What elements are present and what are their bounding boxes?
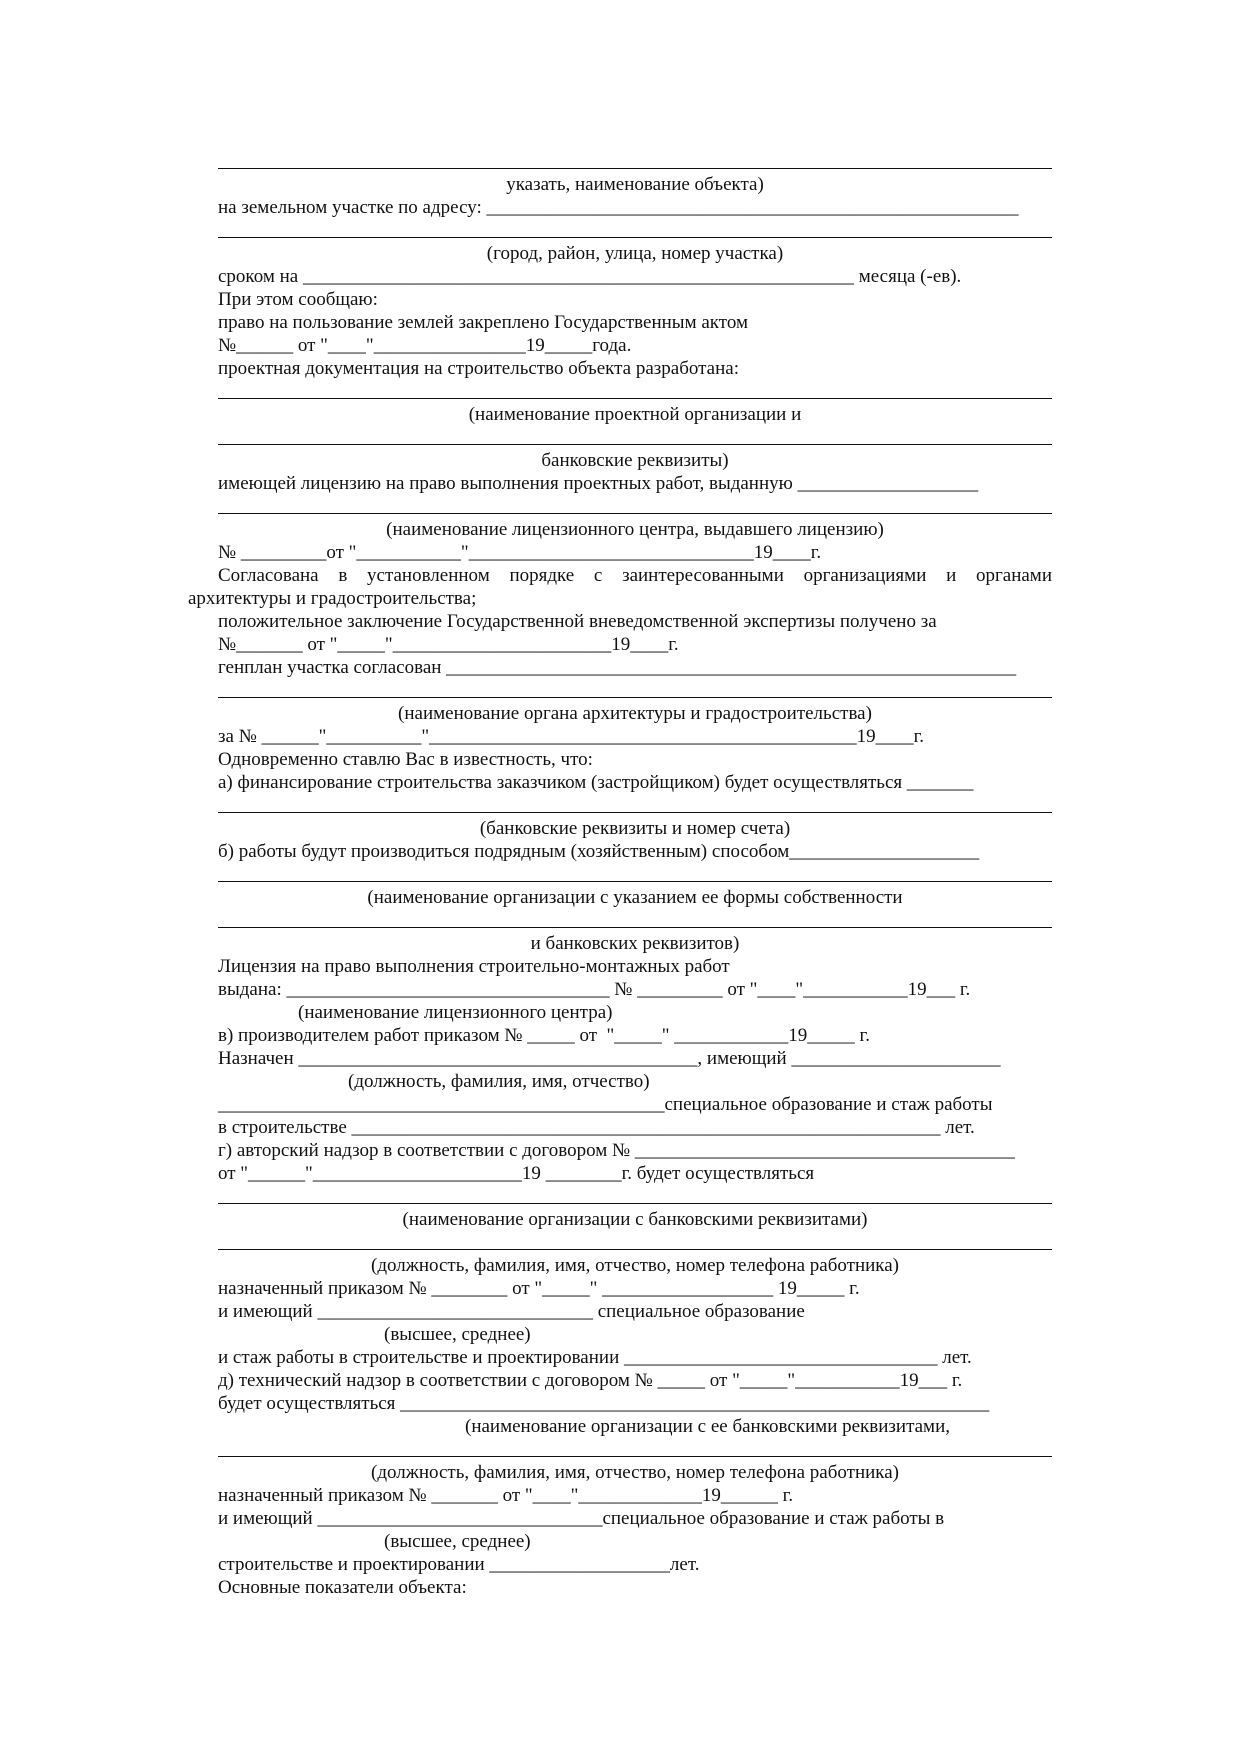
blank-line: [218, 1249, 1052, 1250]
text-design-experience: и стаж работы в строительстве и проектировании _________________________________ лет.: [218, 1347, 972, 1368]
blank-line: [218, 513, 1052, 514]
blank-line: [218, 444, 1052, 445]
blank-line: [218, 237, 1052, 238]
blank-line: [218, 881, 1052, 882]
caption-license-center: (наименование лицензионного центра, выдавшего лицензию): [386, 519, 884, 540]
text-land-right: право на пользование землей закреплено Государственным актом: [218, 312, 748, 333]
text-project-license: имеющей лицензию на право выполнения проектных работ, выданную ___________________: [218, 473, 979, 494]
blank-line: [218, 168, 1052, 169]
text-agreed-cont: архитектуры и градостроительства;: [188, 588, 477, 609]
text-item-e: д) технический надзор в соответствии с договором № _____ от "_____"___________19___ г.: [218, 1370, 963, 1391]
text-item-b: б) работы будут производиться подрядным (хозяйственным) способом____________________: [218, 841, 980, 862]
text-hereby-inform: При этом сообщаю:: [218, 289, 378, 310]
text-construction-license: Лицензия на право выполнения строительно-монтажных работ: [218, 956, 730, 977]
caption-bank-details: банковские реквизиты): [541, 450, 729, 471]
text-design-experience-2: строительстве и проектировании ___________________лет.: [218, 1554, 700, 1575]
blank-line: [218, 927, 1052, 928]
text-land-address: на земельном участке по адресу: ________________________________________________________: [218, 197, 1019, 218]
text-issued: выдана: __________________________________ № _________ от "____"___________19___ г.: [218, 979, 971, 1000]
text-agreed: Согласована в установленном порядке с заинтересованными организациями и органами: [218, 565, 1052, 586]
text-experience: в строительстве ______________________________________________________________ лет.: [218, 1117, 975, 1138]
blank-line: [218, 398, 1052, 399]
text-contract-date: от "______"______________________19 ________г. будет осуществляться: [218, 1163, 815, 1184]
text-expertise-number: №_______ от "_____"_______________________19____г.: [218, 634, 679, 655]
caption-education-level-2: (высшее, среднее): [384, 1531, 531, 1552]
text-genplan-number: за № ______"__________"_____________________________________________19____г.: [218, 726, 924, 747]
caption-address: (город, район, улица, номер участка): [486, 243, 784, 264]
caption-project-org: (наименование проектной организации и: [468, 404, 802, 425]
caption-object-name: указать, наименование объекта): [506, 174, 764, 195]
caption-education-level: (высшее, среднее): [384, 1324, 531, 1345]
text-expertise: положительное заключение Государственной вневедомственной экспертизы получено за: [218, 611, 937, 632]
text-order-appointed: назначенный приказом № ________ от "_____" __________________ 19_____ г.: [218, 1278, 860, 1299]
caption-bank-requisites: и банковских реквизитов): [530, 933, 740, 954]
caption-org-bank: (наименование организации с банковскими реквизитами): [402, 1209, 868, 1230]
caption-employee-2: (должность, фамилия, имя, отчество, номер телефона работника): [371, 1462, 899, 1483]
caption-position-name: (должность, фамилия, имя, отчество): [348, 1071, 650, 1092]
text-education: _______________________________________________специальное образование и стаж работы: [218, 1094, 993, 1115]
text-project-docs: проектная документация на строительство объекта разработана:: [218, 358, 739, 379]
text-having-2: и имеющий ______________________________специальное образование и стаж работы в: [218, 1508, 945, 1529]
text-term: сроком на __________________________________________________________ месяца (-ев).: [218, 266, 962, 287]
caption-architecture-body: (наименование органа архитектуры и градостроительства): [398, 703, 872, 724]
text-license-number: № _________от "___________"______________________________19____г.: [218, 542, 822, 563]
caption-bank-account: (банковские реквизиты и номер счета): [479, 818, 791, 839]
caption-license-center-2: (наименование лицензионного центра): [298, 1002, 613, 1023]
text-item-a: а) финансирование строительства заказчиком (застройщиком) будет осуществляться _______: [218, 772, 974, 793]
blank-line: [218, 812, 1052, 813]
text-will-be-done: будет осуществляться ______________________________________________________________: [218, 1393, 990, 1414]
blank-line: [218, 697, 1052, 698]
caption-org-bank-2: (наименование организации с ее банковскими реквизитами,: [465, 1416, 951, 1437]
text-genplan: генплан участка согласован ____________________________________________________________: [218, 657, 1017, 678]
blank-line: [218, 1203, 1052, 1204]
text-order-appointed-2: назначенный приказом № _______ от "____"_____________19______ г.: [218, 1485, 794, 1506]
text-item-d: г) авторский надзор в соответствии с договором № ________________________________________: [218, 1140, 1015, 1161]
text-appointed: Назначен __________________________________________, имеющий ______________________: [218, 1048, 1001, 1069]
caption-org-ownership: (наименование организации с указанием ее формы собственности: [367, 887, 903, 908]
text-main-indicators: Основные показатели объекта:: [218, 1577, 467, 1598]
text-notice: Одновременно ставлю Вас в известность, что:: [218, 749, 593, 770]
caption-employee: (должность, фамилия, имя, отчество, номер телефона работника): [371, 1255, 899, 1276]
text-item-c: в) производителем работ приказом № _____ от "_____" ____________19_____ г.: [218, 1025, 870, 1046]
blank-line: [218, 1456, 1052, 1457]
text-having: и имеющий _____________________________ специальное образование: [218, 1301, 805, 1322]
text-act-number: №______ от "____"________________19_____года.: [218, 335, 632, 356]
